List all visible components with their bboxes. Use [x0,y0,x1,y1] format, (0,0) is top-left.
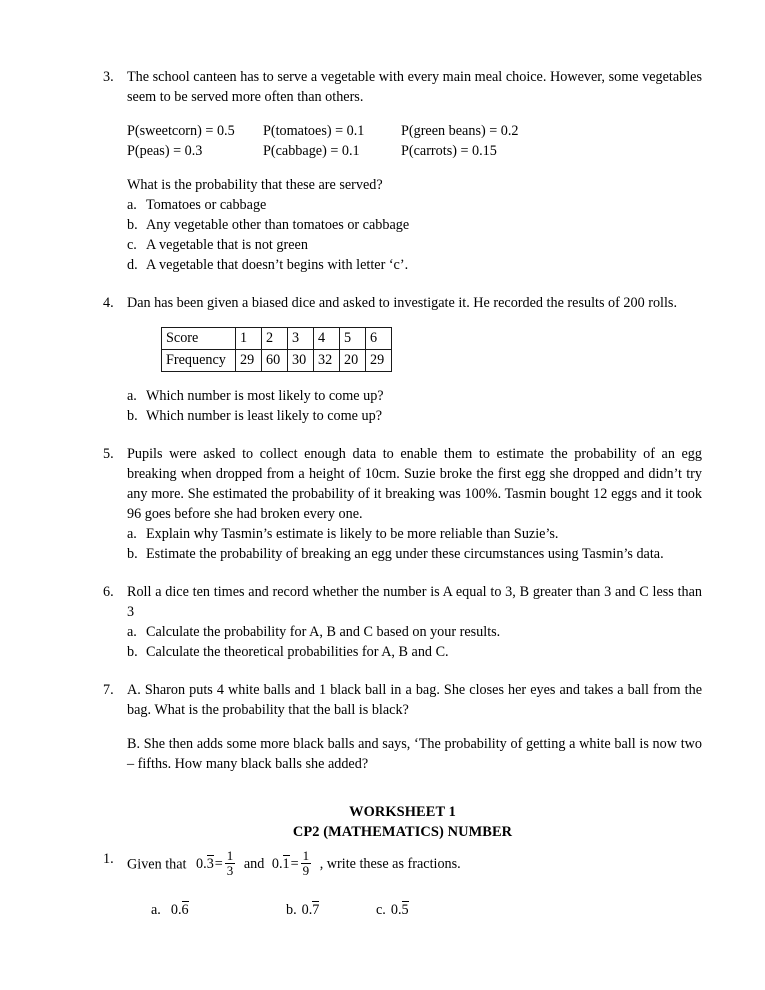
question-3-text: The school canteen has to serve a vegetable with every main meal choice. However, some vegetables seem to be served more often than others. [127,69,702,105]
probability-green-beans: P(green beans) = 0.2 [401,123,519,139]
probability-tomatoes: P(tomatoes) = 0.1 [263,123,365,139]
decimal-prefix: 0. [271,856,283,873]
recurring-digit: 6 [181,902,189,919]
question-3-subitem-d [127,255,702,275]
row-label-frequency: Frequency [162,350,236,372]
equals-sign: = [214,856,223,873]
frequency-cell-2: 60 [262,350,288,372]
option-letter: c. [376,902,386,919]
question-5-subitem-b [127,544,702,564]
question-4-subitem-a [127,386,702,406]
question-3-prompt: What is the probability that these are served? [127,177,383,193]
frequency-table [161,327,392,372]
score-cell-3: 3 [288,328,314,350]
recurring-digit: 1 [282,856,290,873]
question-7-number: 7. [103,682,114,698]
probability-row [127,141,702,161]
spacer [103,774,702,802]
subitem-text: A vegetable that is not green [146,237,308,253]
question-3-subitem-a [127,195,702,215]
subitem-text: A vegetable that doesn’t begins with letter ‘c’. [146,257,409,273]
subitem-text: Which number is least likely to come up? [146,408,382,424]
question-4-subitem-b [127,406,702,426]
subitem-letter: b. [127,546,138,562]
question-3-subitem-b [127,215,702,235]
probability-row [127,121,702,141]
option-letter: b. [286,902,297,919]
decimal-option-b [286,900,319,920]
question-6-subitem-b [127,642,702,662]
frequency-table-wrap [103,327,702,372]
subitem-text: Calculate the probability for A, B and C based on your results. [146,624,501,640]
question-3-prompt-block [103,175,702,275]
subitem-letter: c. [127,237,137,253]
recurring-decimal-one-third [196,848,240,879]
recurring-digit: 3 [206,856,214,873]
decimal-prefix: 0. [301,902,313,919]
score-cell-4: 4 [314,328,340,350]
question-4 [103,293,702,313]
decimal-options-row [127,900,702,922]
question-6 [103,582,702,662]
subitem-letter: b. [127,644,138,660]
subitem-text: Which number is most likely to come up? [146,388,384,404]
question-3-number: 3. [103,69,114,85]
subitem-letter: b. [127,217,138,233]
probability-cabbage: P(cabbage) = 0.1 [263,143,360,159]
fraction-numerator: 1 [226,848,234,863]
frequency-cell-3: 30 [288,350,314,372]
question-7 [103,680,702,774]
fraction-one-third [225,849,236,878]
recurring-digit: 7 [312,902,320,919]
score-cell-2: 2 [262,328,288,350]
table-row-frequency [162,350,392,372]
recurring-digit: 5 [401,902,409,919]
decimal-prefix: 0. [196,856,207,873]
subitem-text: Explain why Tasmin’s estimate is likely to be more reliable than Suzie’s. [146,526,559,542]
probability-sweetcorn: P(sweetcorn) = 0.5 [127,123,235,139]
frequency-cell-6: 29 [366,350,392,372]
frequency-cell-5: 20 [340,350,366,372]
probability-peas: P(peas) = 0.3 [127,143,203,159]
equals-sign: = [290,856,299,873]
conjunction-and: and [243,856,265,873]
question-7-part-a: A. Sharon puts 4 white balls and 1 black ball in a bag. She closes her eyes and takes a ball from the bag. What is the probability that the ball is black? [127,682,702,718]
question-4-number: 4. [103,295,114,311]
fraction-denominator: 9 [302,863,310,879]
question-4-subitems [103,386,702,426]
worksheet-title-line1: WORKSHEET 1 [349,804,456,820]
decimal-option-a [151,900,189,920]
subitem-letter: a. [127,197,137,213]
worksheet-title-line2: CP2 (MATHEMATICS) NUMBER [292,824,513,840]
option-letter: a. [151,902,161,919]
spacer [103,662,702,680]
probability-carrots: P(carrots) = 0.15 [401,143,497,159]
spacer [103,878,702,900]
question-3-subitem-c [127,235,702,255]
spacer [103,564,702,582]
question-4-text: Dan has been given a biased dice and asked to investigate it. He recorded the results of 200 rolls. [127,295,677,311]
question-5-number: 5. [103,446,114,462]
decimal-option-c [376,900,409,920]
question-3 [103,67,702,107]
score-cell-5: 5 [340,328,366,350]
spacer [103,842,702,849]
score-cell-6: 6 [366,328,392,350]
fraction-numerator: 1 [302,848,310,863]
question-5 [103,444,702,564]
decimal-prefix: 0. [170,902,182,919]
question-3-probability-block [103,121,702,161]
subitem-text: Tomatoes or cabbage [146,197,267,213]
table-row-score [162,328,392,350]
subitem-text: Any vegetable other than tomatoes or cabbage [146,217,410,233]
row-label-score: Score [162,328,236,350]
number-question-1 [103,849,702,878]
fraction-denominator: 3 [226,863,234,879]
spacer [103,372,702,386]
probability-grid [127,121,702,161]
worksheet-page [103,67,702,922]
score-cell-1: 1 [236,328,262,350]
given-that-label: Given that [127,856,187,873]
spacer [103,161,702,175]
spacer [103,426,702,444]
subitem-letter: a. [127,388,137,404]
spacer [103,275,702,293]
question-7-part-b: B. She then adds some more black balls and says, ‘The probability of getting a white ball is now two – fifths. How many black balls she added? [127,736,702,772]
subitem-letter: d. [127,257,138,273]
subitem-letter: b. [127,408,138,424]
recurring-decimal-one-ninth [271,848,316,879]
spacer [127,720,702,734]
question-5-subitem-a [127,524,702,544]
number-question-1-options [103,900,702,922]
fraction-one-ninth [301,849,312,878]
question-6-number: 6. [103,584,114,600]
frequency-cell-1: 29 [236,350,262,372]
frequency-cell-4: 32 [314,350,340,372]
question-6-subitem-a [127,622,702,642]
question-5-text: Pupils were asked to collect enough data to enable them to estimate the probability of an egg breaking when dropped from a height of 10cm. Suzie broke the first egg she dropped and didn’t try any more. She estimated the probability of it breaking was 100%. Tasmin bought 12 eggs and it took 96 goes before she had broken every one. [127,446,702,522]
subitem-letter: a. [127,624,137,640]
question-6-text: Roll a dice ten times and record whether the number is A equal to 3, B greater than 3 and C less than 3 [127,584,702,620]
subitem-text: Estimate the probability of breaking an egg under these circumstances using Tasmin’s data. [146,546,664,562]
subitem-text: Calculate the theoretical probabilities for A, B and C. [146,644,449,660]
spacer [103,313,702,327]
spacer [103,107,702,121]
decimal-prefix: 0. [390,902,402,919]
number-question-1-tail: , write these as fractions. [319,856,461,873]
subitem-letter: a. [127,526,137,542]
number-question-1-number: 1. [103,851,114,867]
